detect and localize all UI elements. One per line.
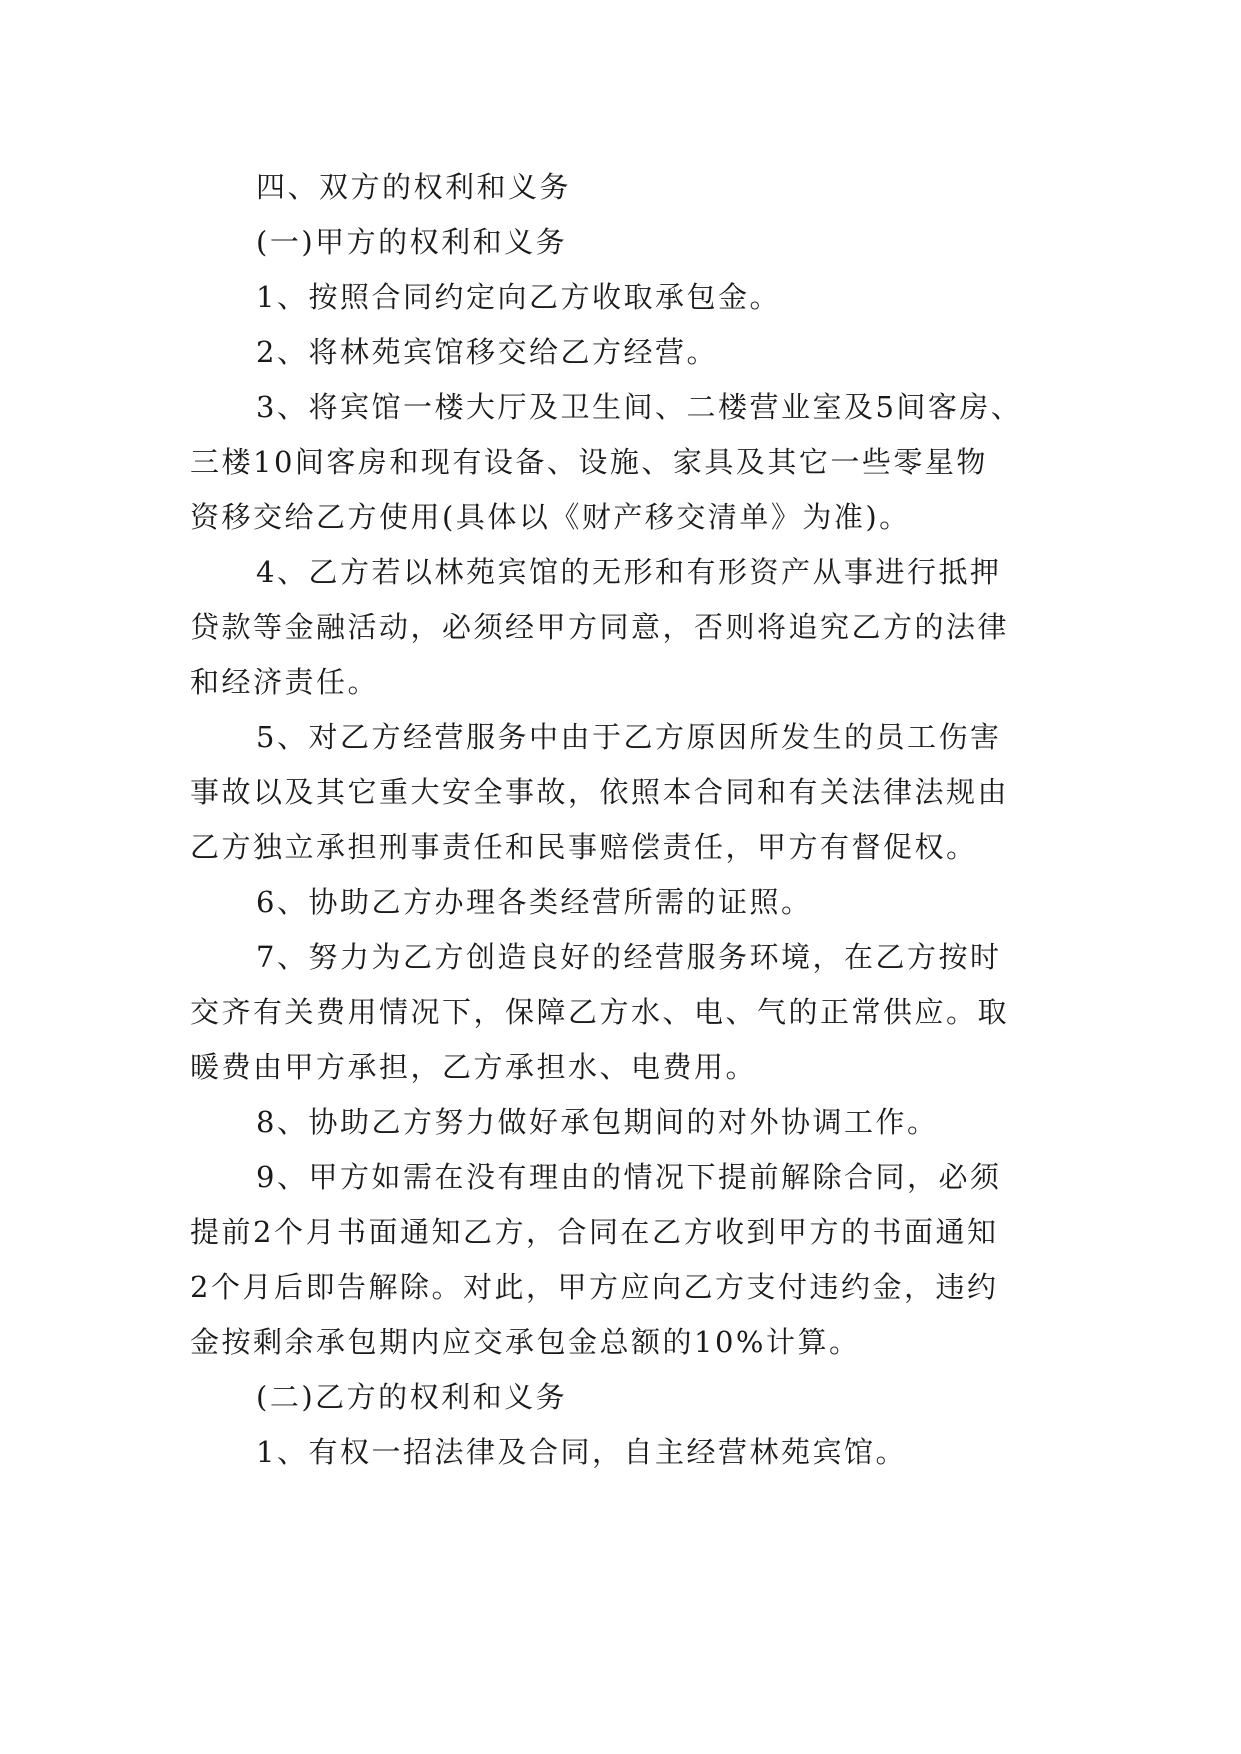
paragraph-line: 8、协助乙方努力做好承包期间的对外协调工作。 (256, 1105, 939, 1139)
paragraph-line: 1、有权一招法律及合同，自主经营林苑宾馆。 (256, 1435, 907, 1469)
subsection-heading: (一)甲方的权利和义务 (256, 225, 568, 259)
document-body (190, 160, 1060, 1480)
section-heading: 四、双方的权利和义务 (256, 170, 572, 204)
paragraph-line: 2个月后即告解除。对此，甲方应向乙方支付违约金，违约 (190, 1270, 999, 1304)
paragraph-line: 乙方独立承担刑事责任和民事赔偿责任，甲方有督促权。 (190, 830, 978, 864)
paragraph-line: 暖费由甲方承担，乙方承担水、电费用。 (190, 1050, 758, 1084)
paragraph-line: 金按剩余承包期内应交承包金总额的10%计算。 (190, 1325, 861, 1359)
paragraph-line: 6、协助乙方办理各类经营所需的证照。 (256, 885, 813, 919)
paragraph-line: 提前2个月书面通知乙方，合同在乙方收到甲方的书面通知 (190, 1215, 999, 1249)
paragraph-line: 9、甲方如需在没有理由的情况下提前解除合同，必须 (256, 1160, 1002, 1194)
paragraph-line: 3、将宾馆一楼大厅及卫生间、二楼营业室及5间客房、 (256, 390, 1023, 424)
paragraph-line: 5、对乙方经营服务中由于乙方原因所发生的员工伤害 (256, 720, 1002, 754)
paragraph-line: 和经济责任。 (190, 665, 380, 699)
paragraph-line: 三楼10间客房和现有设备、设施、家具及其它一些零星物 (190, 445, 988, 479)
paragraph-line: 2、将林苑宾馆移交给乙方经营。 (256, 335, 718, 369)
paragraph-line: 4、乙方若以林苑宾馆的无形和有形资产从事进行抵押 (256, 555, 1002, 589)
paragraph-line: 交齐有关费用情况下，保障乙方水、电、气的正常供应。取 (190, 995, 1010, 1029)
paragraph-line: 1、按照合同约定向乙方收取承包金。 (256, 280, 781, 314)
paragraph-line: 贷款等金融活动，必须经甲方同意，否则将追究乙方的法律 (190, 610, 1010, 644)
paragraph-line: 资移交给乙方使用(具体以《财产移交清单》为准)。 (190, 500, 911, 534)
paragraph-line: 事故以及其它重大安全事故，依照本合同和有关法律法规由 (190, 775, 1010, 809)
paragraph-line: 7、努力为乙方创造良好的经营服务环境，在乙方按时 (256, 940, 1002, 974)
subsection-heading: (二)乙方的权利和义务 (256, 1380, 568, 1414)
